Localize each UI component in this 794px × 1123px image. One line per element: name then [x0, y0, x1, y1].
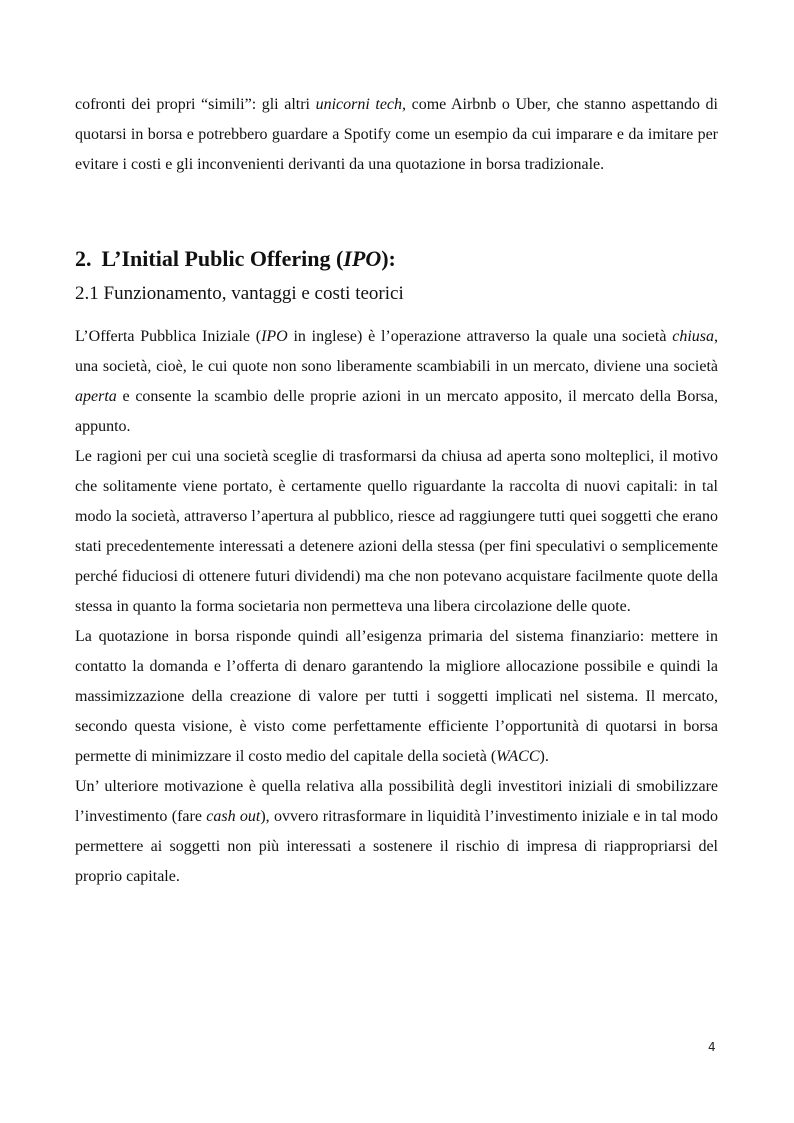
intro-text-1: cofronti dei propri “simili”: gli altri [75, 96, 316, 113]
section-heading [75, 244, 718, 280]
p4-text-2: ), ovvero ritrasformare in liquidità l’investimento iniziale e in tal modo permettere ai soggetti non più interessati a sostenere il rischio di impresa di riappropriarsi del proprio capitale. [75, 808, 718, 885]
paragraph-cash-out [75, 772, 718, 892]
p1-text-1: L’Offerta Pubblica Iniziale ( [75, 328, 262, 345]
page-number: 4 [708, 1040, 716, 1054]
paragraph-reasons: Le ragioni per cui una società sceglie di trasformarsi da chiusa ad aperta sono molteplici, il motivo che solitamente viene portato, è certamente quello riguardante la raccolta di nuovi capitali: in tal modo la società, attraverso l’apertura al pubblico, riesce ad raggiungere tutti quei soggetti che erano stati precedentemente interessati a detenere azioni della stessa (per fini speculativi o semplicemente perché fiduciosi di ottenere futuri dividendi) ma che non potevano acquistare facilmente quote della stessa in quanto la forma societaria non permetteva una libera circolazione delle quote. [75, 448, 718, 615]
p4-italic-cash-out: cash out [206, 808, 261, 825]
intro-paragraph [75, 90, 718, 180]
p1-text-3: , una società, cioè, le cui quote non sono liberamente scambiabili in un mercato, diviene una società [75, 328, 718, 375]
p4-text-1: Un’ ulteriore motivazione è quella relativa alla possibilità degli investitori iniziali di smobilizzare l’investimento (fare [75, 778, 718, 825]
section-title-part-1: L’Initial Public Offering ( [101, 246, 344, 271]
paragraph-ipo-definition [75, 322, 718, 442]
section-number: 2. [75, 246, 92, 271]
intro-text-2: come Airbnb o Uber, che stanno aspettando di quotarsi in borsa e potrebbero guardare a Spotify come un esempio da cui imparare e da imitare per evitare i costi e gli inconvenienti derivanti da una quotazione in borsa tradizionale. [75, 96, 718, 173]
subsection-heading: 2.1 Funzionamento, vantaggi e costi teorici [75, 283, 404, 304]
p1-italic-ipo: IPO [261, 328, 288, 345]
section-title-italic: IPO [343, 246, 382, 271]
p1-text-2: in inglese) è l’operazione attraverso la quale una società [287, 328, 673, 345]
intro-italic-unicorni: unicorni tech, [315, 96, 407, 113]
p3-italic-wacc: WACC [496, 748, 540, 765]
section-title-part-2: ): [381, 246, 396, 271]
page-content [75, 90, 718, 892]
p3-text-2: ). [539, 748, 549, 765]
spacer [75, 180, 718, 244]
p1-italic-chiusa: chiusa [672, 328, 714, 345]
p1-italic-aperta: aperta [75, 388, 117, 405]
p1-text-4: e consente la scambio delle proprie azioni in un mercato apposito, il mercato della Borsa, appunto. [75, 388, 718, 435]
paragraph-financial-system [75, 622, 718, 772]
p3-text-1: La quotazione in borsa risponde quindi all’esigenza primaria del sistema finanziario: mettere in contatto la domanda e l’offerta di denaro garantendo la migliore allocazione possibile e quindi la massimizzazione della creazione di valore per tutti i soggetti implicati nel sistema. Il mercato, secondo questa visione, è visto come perfettamente efficiente l’opportunità di quotarsi in borsa permette di minimizzare il costo medio del capitale della società ( [75, 628, 718, 765]
